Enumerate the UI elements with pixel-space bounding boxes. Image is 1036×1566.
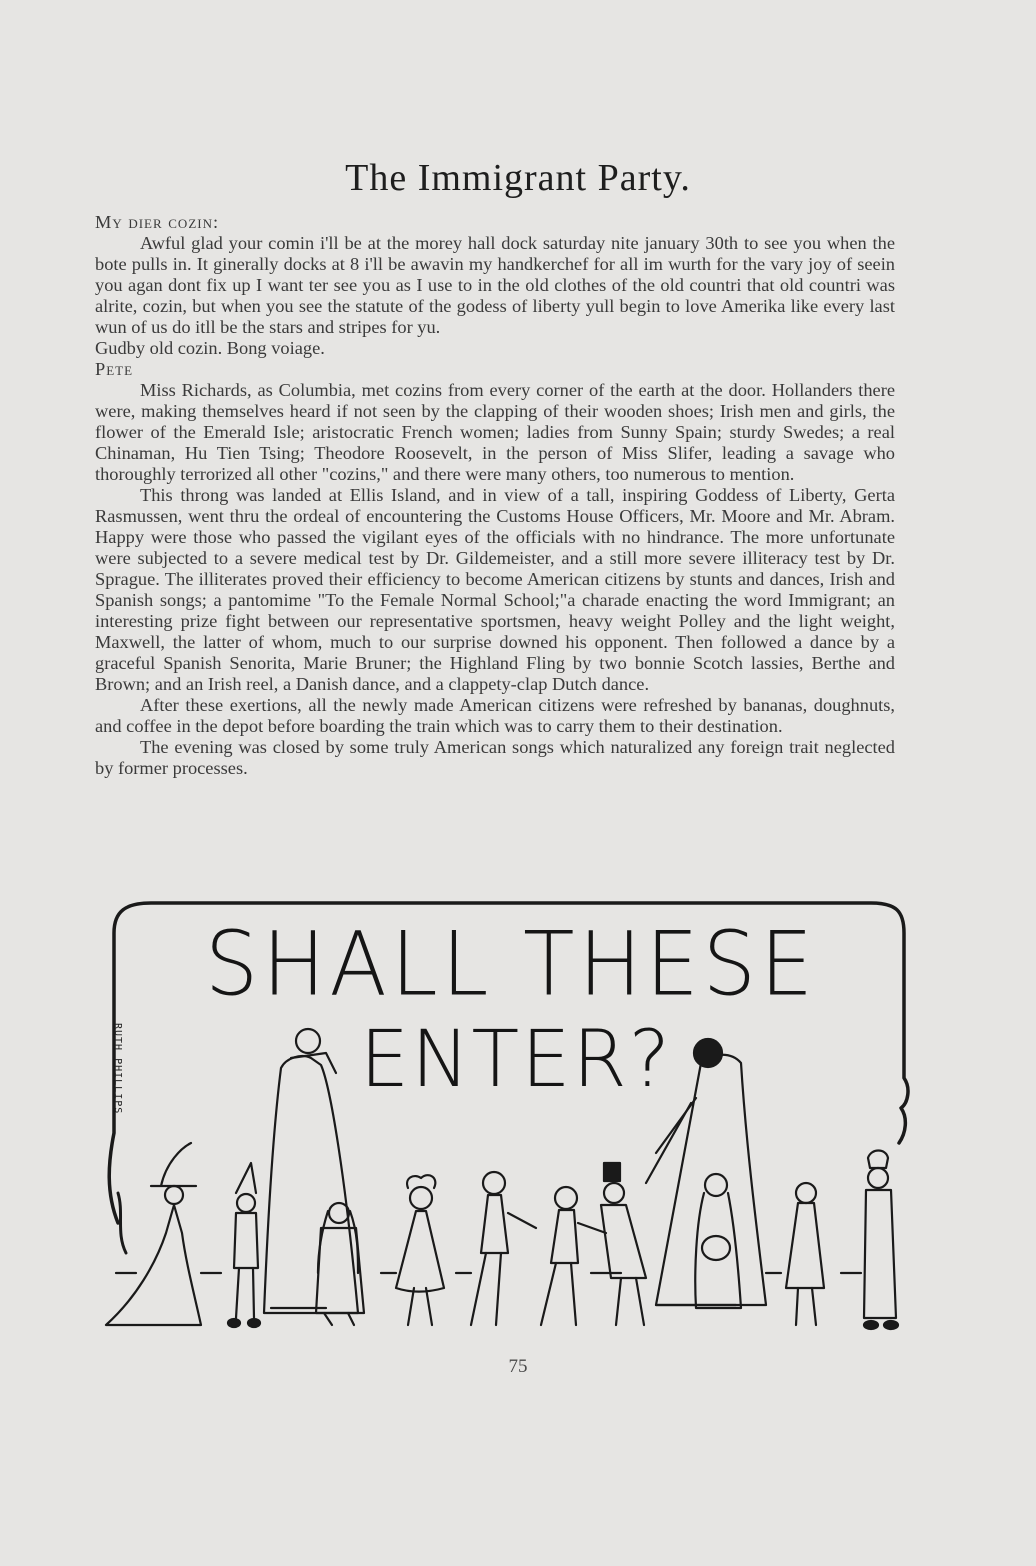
immigrant-figure-braids — [786, 1183, 824, 1325]
letter-body: Awful glad your comin i'll be at the morey hall dock saturday nite january 30th to see you when the bote pulls in. It ginerally docks at 8 i'll be awavin my handkerchef for all im wurth for the vary joy of seein you agan dont fix up I want ter see you as I use to in the old clothes of the old countri that old countri was alrite, cozin, but when you see the statute of the godess of liberty yull begin to love Amerika like every last wun of us do itll be the stars and stripes for yu. — [95, 233, 895, 337]
immigrant-figure-couple — [471, 1172, 606, 1325]
immigrant-figure-girl — [396, 1175, 444, 1325]
paragraph-4: The evening was closed by some truly American songs which naturalized any foreign trait neglected by former processes. — [95, 737, 895, 778]
immigrant-figure-robed — [695, 1174, 741, 1308]
paragraph-2: This throng was landed at Ellis Island, and in view of a tall, inspiring Goddess of Liberty, Gerta Rasmussen, went thru the ordeal of encountering the Customs House Officers, Mr. Moore and Mr. Abram. Happy were those who passed the vigilant eyes of the officials with no hindrance. The more unfortunate were subjected to a severe medical test by Dr. Gildemeister, and a still more severe illiteracy test by Dr. Sprague. The illiterates proved their efficiency to become American citizens by stunts and dances, Irish and Spanish songs; a pantomime "To the Female Normal School;"a charade enacting the word Immigrant; an interesting prize fight between our representative sportsmen, heavy weight Polley and the light weight, Maxwell, the latter of whom, much to our surprise downed his opponent. Then followed a dance by a graceful Spanish Senorita, Marie Bruner; the Highland Fling by two bonnie Scotch lassies, Berthe and Brown; and an Irish reel, a Danish dance, and a clappety-clap Dutch dance. — [95, 485, 895, 694]
letter-signoff: Gudby old cozin. Bong voiage. — [95, 338, 325, 358]
paragraph-3: After these exertions, all the newly made American citizens were refreshed by bananas, doughnuts, and coffee in the depot before boarding the train which was to carry them to their destination. — [95, 695, 895, 736]
cartoon-illustration — [96, 893, 926, 1343]
page-number: 75 — [508, 1356, 528, 1377]
immigrant-figure-boy — [228, 1163, 260, 1327]
letter-salutation: My dier cozin: — [95, 212, 220, 232]
article-body — [95, 212, 895, 779]
artist-signature: RUTH PHILLIPS — [112, 1023, 123, 1115]
immigrant-figure-chinaman — [864, 1151, 898, 1330]
cartoon-caption-line2: ENTER? — [359, 1015, 673, 1105]
page-title: The Immigrant Party. — [345, 157, 691, 199]
ground-line — [116, 1273, 861, 1308]
cartoon-caption-line1: SHALL THESE — [204, 912, 818, 1016]
immigrant-figure-top-hat — [601, 1163, 646, 1325]
paragraph-1: Miss Richards, as Columbia, met cozins from every corner of the earth at the door. Hollanders there were, making themselves heard if not seen by the clapping of their wooden shoes; Irish men and girls, the flower of the Emerald Isle; aristocratic French women; ladies from Sunny Spain; sturdy Swedes; a real Chinaman, Hu Tien Tsing; Theodore Roosevelt, in the person of Miss Slifer, leading a savage who thoroughly terrorized all other "cozins," and there were many others, too numerous to mention. — [95, 380, 895, 484]
letter-signature: Pete — [95, 359, 134, 379]
